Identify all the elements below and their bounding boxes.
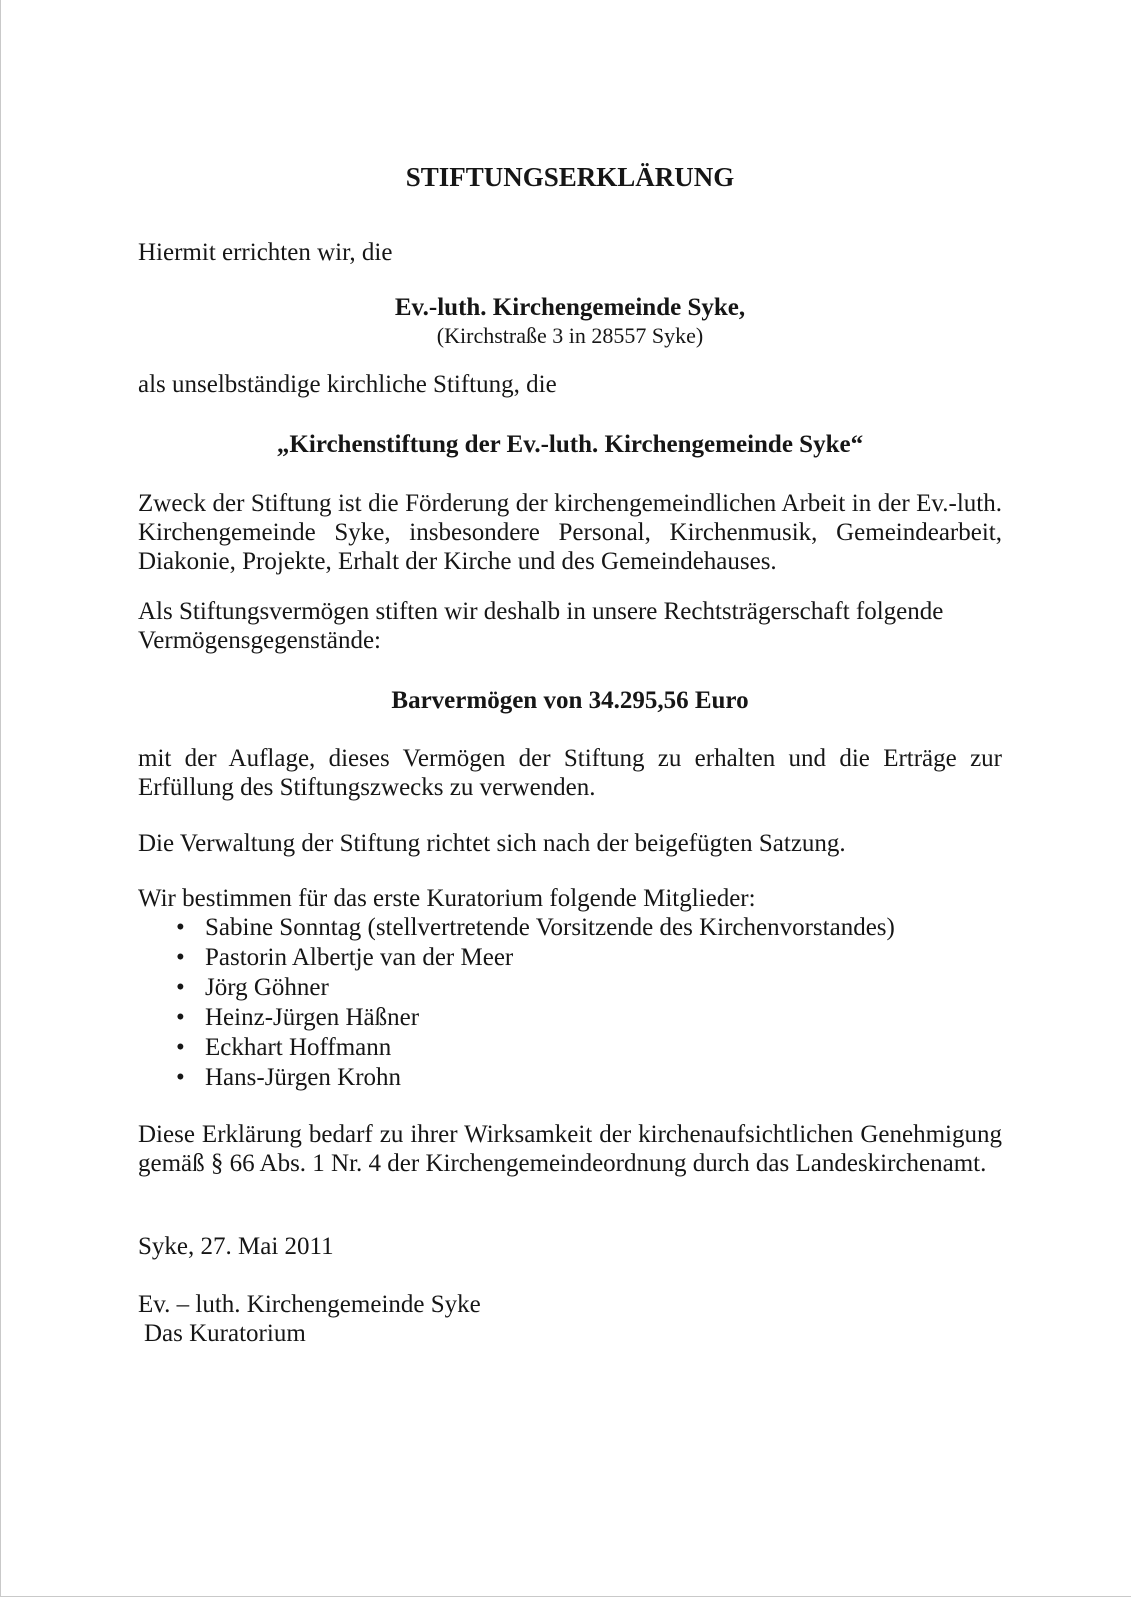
obligation-line: mit der Auflage, dieses Vermögen der Stiftung zu erhalten und die Erträge zur (138, 745, 1002, 772)
purpose-line: Kirchengemeinde Syke, insbesondere Personal, Kirchenmusik, Gemeindearbeit, (138, 519, 1002, 546)
founder-name: Ev.-luth. Kirchengemeinde Syke, (394, 294, 746, 321)
endowment-intro-line: Vermögensgegenstände: (138, 627, 381, 654)
bullet-icon: • (176, 1004, 185, 1031)
obligation-paragraph (138, 744, 1002, 802)
board-member-name: Sabine Sonntag (stellvertretende Vorsitzende des Kirchenvorstandes) (205, 914, 895, 941)
page-content (138, 0, 1002, 1348)
board-member-name: Hans-Jürgen Krohn (205, 1064, 402, 1091)
board-intro-line: Wir bestimmen für das erste Kuratorium folgende Mitglieder: (138, 885, 756, 912)
bullet-icon: • (176, 1034, 185, 1061)
board-member-item (138, 1003, 1002, 1033)
administration-line: Die Verwaltung der Stiftung richtet sich nach der beigefügten Satzung. (138, 830, 846, 857)
endowment-amount: Barvermögen von 34.295,56 Euro (391, 687, 749, 714)
approval-paragraph (138, 1120, 1002, 1178)
board-member-item (138, 943, 1002, 973)
approval-line: Diese Erklärung bedarf zu ihrer Wirksamkeit der kirchenaufsichtlichen Genehmigung (138, 1121, 1002, 1148)
bullet-icon: • (176, 974, 185, 1001)
signature-organization: Ev. – luth. Kirchengemeinde Syke (138, 1291, 481, 1318)
purpose-paragraph (138, 489, 1002, 576)
foundation-name: „Kirchenstiftung der Ev.-luth. Kirchengemeinde Syke“ (276, 431, 864, 458)
purpose-line: Zweck der Stiftung ist die Förderung der kirchengemeindlichen Arbeit in der Ev.-luth. (138, 490, 1002, 517)
endowment-intro-paragraph (138, 597, 1002, 655)
board-member-item (138, 913, 1002, 943)
board-member-name: Pastorin Albertje van der Meer (205, 944, 514, 971)
approval-line: gemäß § 66 Abs. 1 Nr. 4 der Kirchengemeindeordnung durch das Landeskirchenamt. (138, 1150, 987, 1177)
bullet-icon: • (176, 944, 185, 971)
board-member-item (138, 1033, 1002, 1063)
date-line: Syke, 27. Mai 2011 (138, 1233, 334, 1260)
founder-block (138, 293, 1002, 349)
purpose-line: Diakonie, Projekte, Erhalt der Kirche und des Gemeindehauses. (138, 548, 777, 575)
bullet-icon: • (176, 914, 185, 941)
founder-address: (Kirchstraße 3 in 28557 Syke) (436, 323, 704, 348)
board-member-name: Eckhart Hoffmann (205, 1034, 392, 1061)
intro-line: Hiermit errichten wir, die (138, 239, 393, 266)
board-member-list (138, 913, 1002, 1093)
signature-block (138, 1290, 1002, 1348)
board-member-name: Heinz-Jürgen Häßner (205, 1004, 420, 1031)
board-member-name: Jörg Göhner (205, 974, 329, 1001)
board-member-item (138, 1063, 1002, 1093)
endowment-intro-line: Als Stiftungsvermögen stiften wir deshalb in unsere Rechtsträgerschaft folgende (138, 598, 944, 625)
foundation-type-line: als unselbständige kirchliche Stiftung, die (138, 371, 557, 398)
document-title: STIFTUNGSERKLÄRUNG (405, 162, 735, 192)
board-member-item (138, 973, 1002, 1003)
bullet-icon: • (176, 1064, 185, 1091)
signature-board: Das Kuratorium (144, 1320, 306, 1347)
obligation-line: Erfüllung des Stiftungszwecks zu verwenden. (138, 774, 596, 801)
